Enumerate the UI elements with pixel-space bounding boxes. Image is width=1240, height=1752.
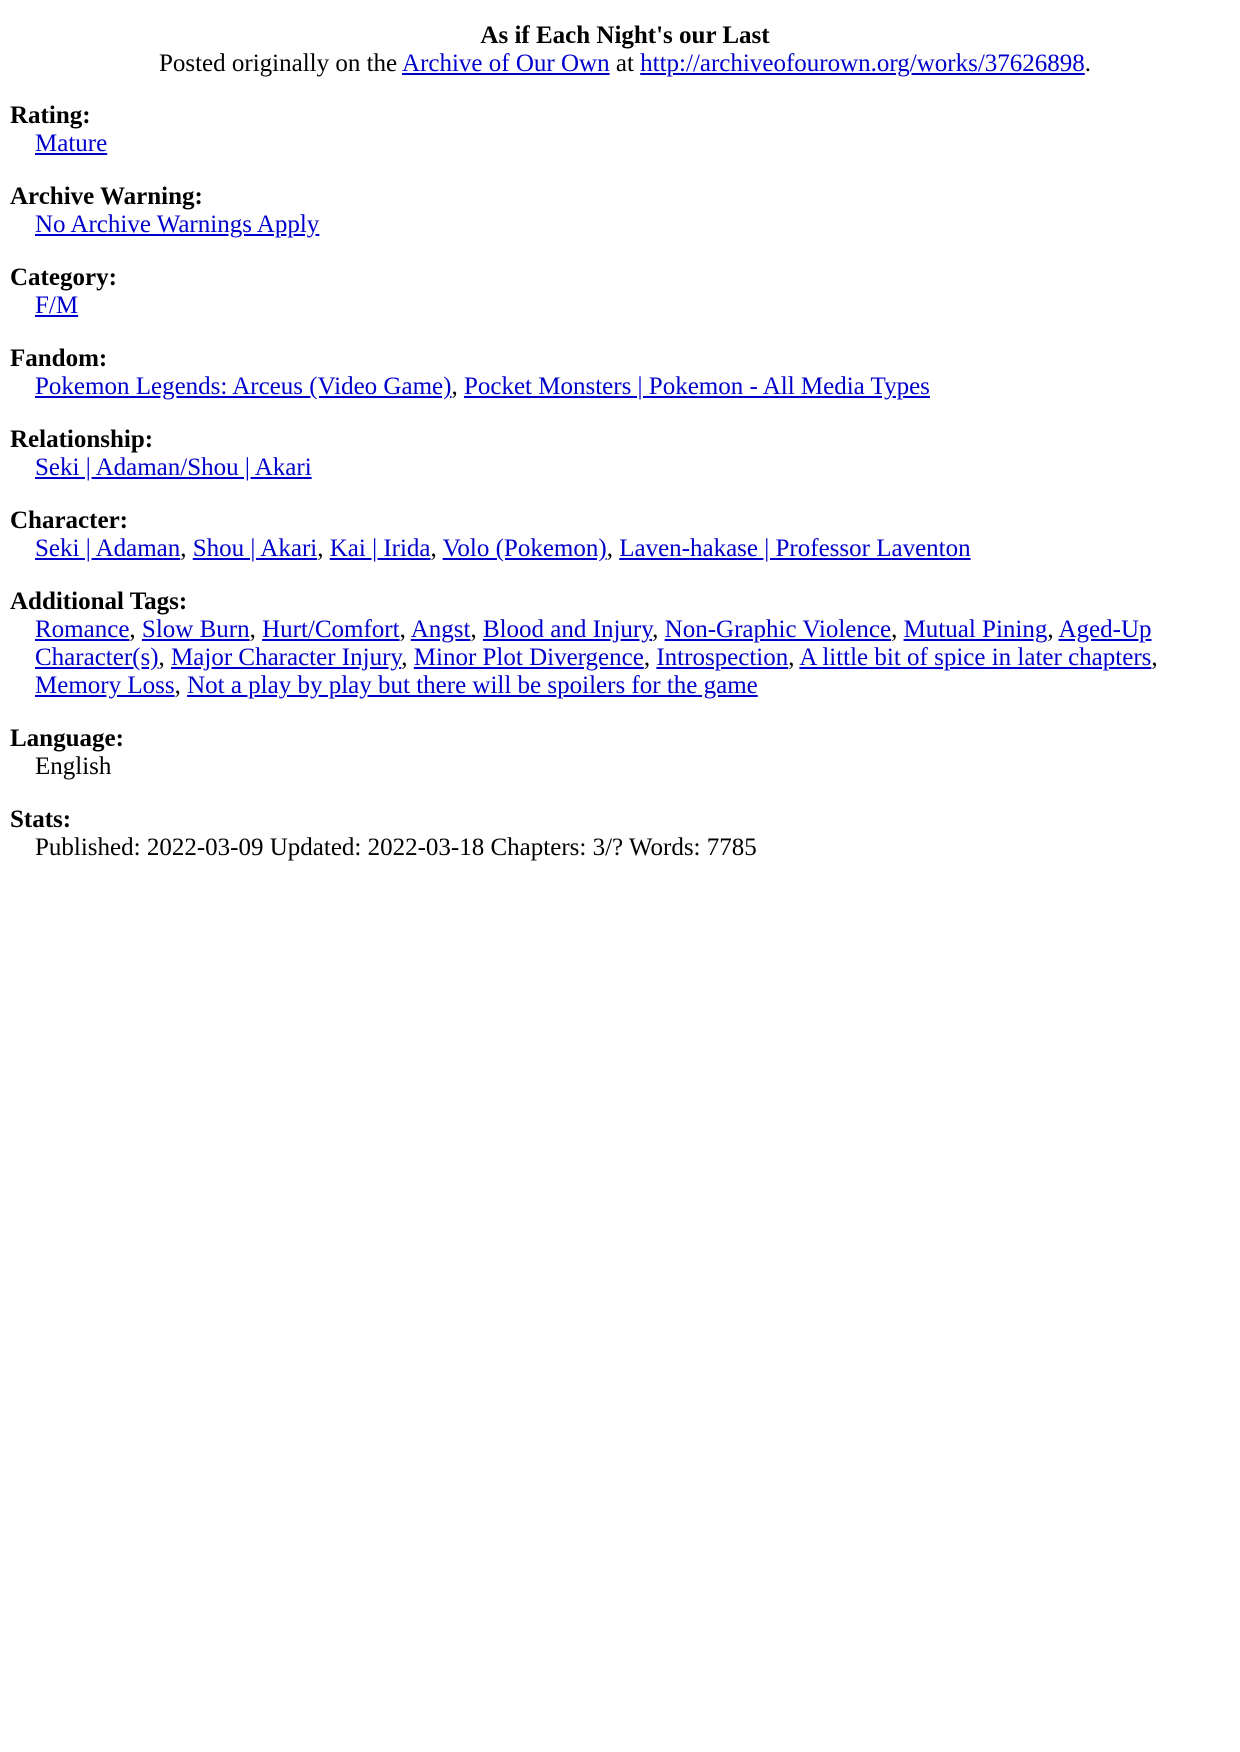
tag-link[interactable]: Introspection — [656, 644, 789, 671]
end-period: . — [1084, 50, 1092, 77]
additional-tags-label: Additional Tags: — [10, 588, 188, 615]
fandom-label: Fandom: — [10, 345, 108, 372]
tag-link[interactable]: Romance — [35, 616, 130, 643]
tag-link[interactable]: A little bit of spice in later chapters — [799, 644, 1152, 671]
posted-line — [20, 50, 1230, 78]
tag-link[interactable]: Mutual Pining — [903, 616, 1048, 643]
tag-link[interactable]: Shou | Akari — [192, 535, 318, 562]
stats-label: Stats: — [10, 806, 72, 833]
archive-warning-tags — [35, 211, 1230, 239]
work-header — [20, 22, 1230, 78]
work-url-link[interactable]: http://archiveofourown.org/works/37626898 — [640, 50, 1085, 77]
tag-link[interactable]: Blood and Injury — [482, 616, 653, 643]
tag-link[interactable]: Slow Burn — [141, 616, 250, 643]
tag-link[interactable]: Minor Plot Divergence — [413, 644, 644, 671]
tag-link[interactable]: F/M — [35, 292, 79, 319]
archive-link[interactable]: Archive of Our Own — [402, 50, 610, 77]
tag-link[interactable]: Mature — [35, 130, 108, 157]
tag-link[interactable]: Hurt/Comfort — [262, 616, 400, 643]
tag-link[interactable]: Pocket Monsters | Pokemon - All Media Types — [463, 373, 930, 400]
tag-link[interactable]: Not a play by play but there will be spoilers for the game — [187, 672, 758, 699]
relationship-label: Relationship: — [10, 426, 154, 453]
tag-link[interactable]: Pokemon Legends: Arceus (Video Game) — [35, 373, 452, 400]
tag-link[interactable]: Major Character Injury — [171, 644, 402, 671]
tag-link[interactable]: Aged-Up Character(s) — [35, 616, 1152, 671]
fandom-tags: Pokemon Legends: Arceus (Video Game), Pocket Monsters | Pokemon - All Media Types — [35, 373, 930, 400]
tag-link[interactable]: Volo (Pokemon) — [442, 535, 607, 562]
stats-value: Published: 2022-03-09 Updated: 2022-03-18 Chapters: 3/? Words: 7785 — [35, 834, 757, 861]
work-meta — [10, 102, 1230, 862]
additional-tags: Romance, Slow Burn, Hurt/Comfort, Angst, Blood and Injury, Non-Graphic Violence, Mutual Pining, Aged-Up Character(s), Major Character Injury, Minor Plot Divergence, Introspection, A little bit of spice in later chapters, Memory Loss, Not a play by play but there will be spoilers for the game — [35, 616, 1158, 699]
language-value: English — [35, 753, 112, 780]
rating-tags — [35, 130, 1230, 158]
tag-link[interactable]: Memory Loss — [35, 672, 175, 699]
posted-prefix: Posted originally on the — [158, 50, 403, 77]
relationship-tags — [35, 454, 1230, 482]
category-label: Category: — [10, 264, 117, 291]
category-tags — [35, 292, 1230, 320]
tag-link[interactable]: Kai | Irida — [329, 535, 431, 562]
at-text: at — [609, 50, 641, 77]
rating-label: Rating: — [10, 102, 91, 129]
tag-link[interactable]: Angst — [410, 616, 471, 643]
language-label: Language: — [10, 725, 124, 752]
tag-link[interactable]: No Archive Warnings Apply — [35, 211, 320, 238]
tag-link[interactable]: Laven-hakase | Professor Laventon — [619, 535, 971, 562]
character-label: Character: — [10, 507, 128, 534]
tag-link[interactable]: Seki | Adaman — [35, 535, 181, 562]
archive-warning-label: Archive Warning: — [10, 183, 203, 210]
character-tags: Seki | Adaman, Shou | Akari, Kai | Irida, Volo (Pokemon), Laven-hakase | Professor Laventon — [35, 535, 971, 562]
work-title: As if Each Night's our Last — [480, 22, 770, 49]
tag-link[interactable]: Seki | Adaman/Shou | Akari — [35, 454, 312, 481]
tag-link[interactable]: Non-Graphic Violence — [664, 616, 892, 643]
